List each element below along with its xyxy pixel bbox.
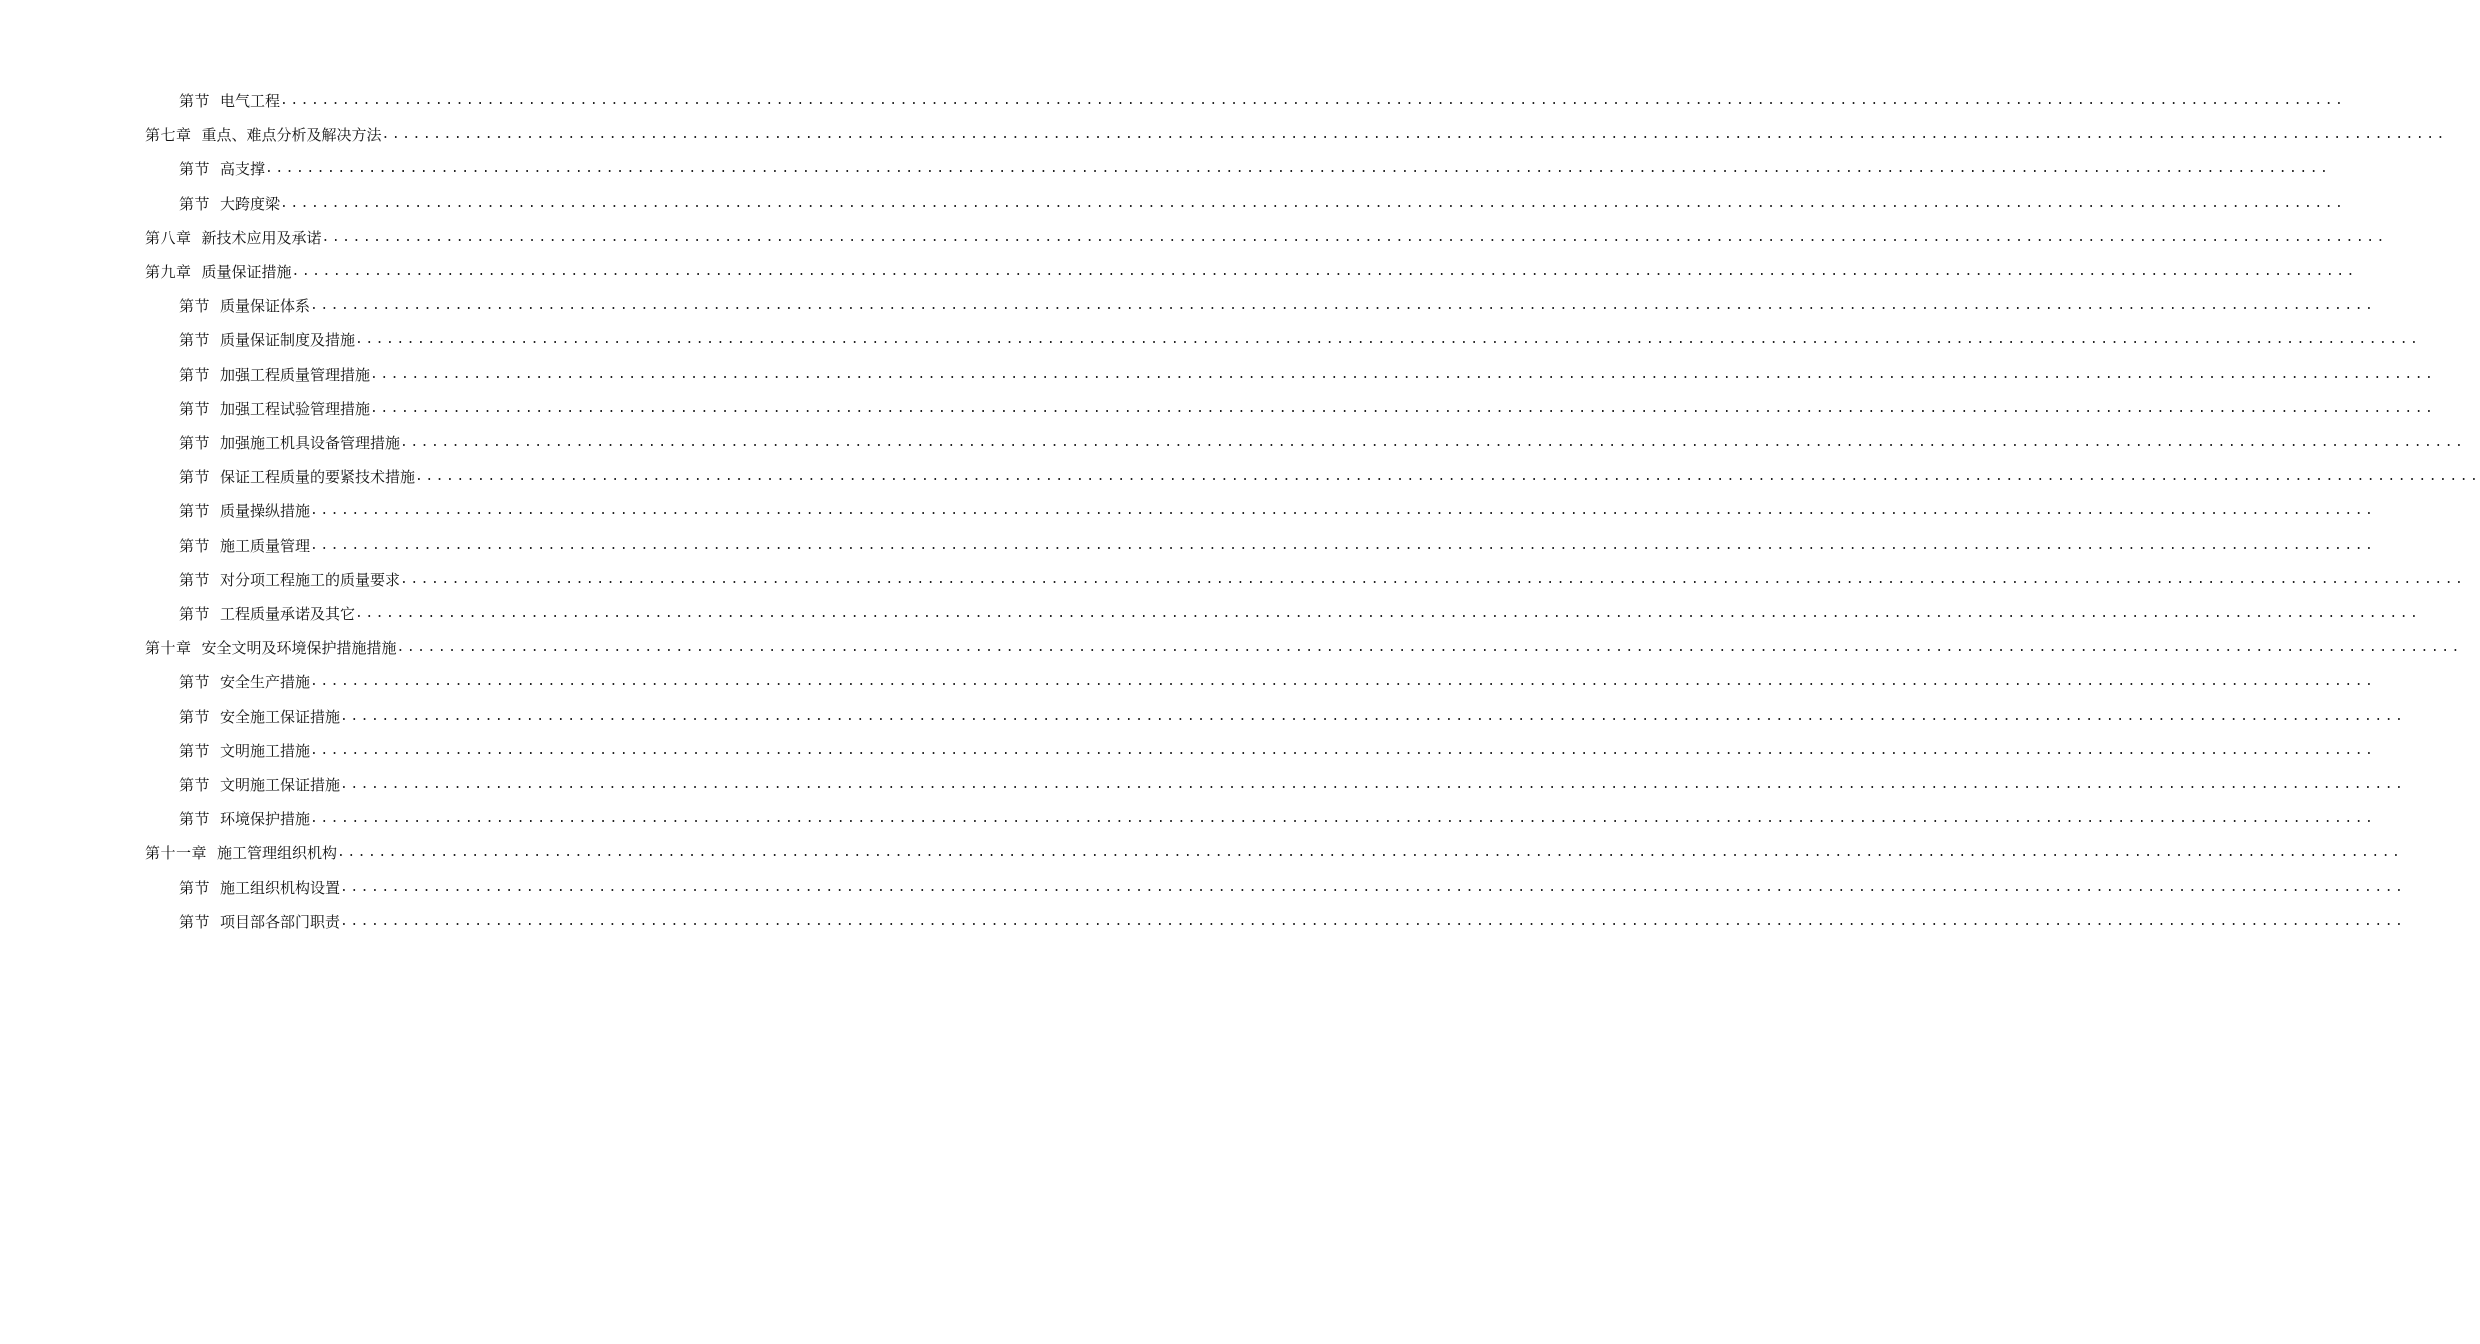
dot-leader: ........................................................................................................................................................................................................ <box>310 811 2376 827</box>
section-title: 质量保证体系 <box>220 297 311 316</box>
toc-entry-label <box>179 296 310 316</box>
toc-section-entry[interactable] <box>0 351 2436 385</box>
chapter-title: 质量保证措施 <box>201 263 292 281</box>
dot-leader: ........................................................................................................................................................................................................ <box>381 127 2447 143</box>
toc-entry-label <box>179 570 400 590</box>
section-number: 第节 <box>179 468 211 487</box>
toc-entry-label <box>179 775 340 795</box>
toc-entry-label <box>179 91 280 111</box>
toc-section-entry[interactable] <box>0 693 2406 727</box>
dot-leader: ........................................................................................................................................................................................................ <box>415 469 2480 485</box>
chapter-number: 第八章 <box>145 228 192 247</box>
toc-entry-label <box>179 536 310 556</box>
dot-leader: ........................................................................................................................................................................................................ <box>355 606 2421 621</box>
chapter-title: 安全文明及环境保护措施措施 <box>201 639 397 658</box>
dot-leader: ........................................................................................................................................................................................................ <box>310 742 2376 758</box>
toc-entry-label <box>179 365 370 385</box>
toc-entry-label <box>179 809 310 829</box>
toc-section-entry[interactable] <box>0 145 2331 179</box>
toc-entry-label <box>145 228 322 248</box>
section-title: 加强工程试验管理措施 <box>220 399 371 418</box>
section-title: 安全施工保证措施 <box>220 707 341 726</box>
section-number: 第节 <box>179 365 211 384</box>
toc-chapter-entry[interactable] <box>0 624 2462 658</box>
section-title: 安全生产措施 <box>220 673 311 692</box>
section-number: 第节 <box>179 673 211 692</box>
toc-entry-label <box>179 604 355 624</box>
dot-leader: ........................................................................................................................................................................................................ <box>310 298 2376 314</box>
section-title: 对分项工程施工的质量要求 <box>220 570 401 589</box>
toc-section-entry[interactable] <box>0 761 2406 795</box>
toc-section-entry[interactable] <box>0 487 2376 521</box>
toc-section-entry[interactable] <box>0 282 2376 316</box>
section-title: 电气工程 <box>220 92 281 110</box>
chapter-number: 第十章 <box>145 639 192 658</box>
section-title: 文明施工保证措施 <box>220 776 341 794</box>
section-number: 第节 <box>179 194 211 213</box>
toc-entry-label <box>179 433 400 453</box>
section-number: 第节 <box>179 776 211 794</box>
section-title: 工程质量承诺及其它 <box>220 605 356 623</box>
section-number: 第节 <box>179 570 211 589</box>
dot-leader: ........................................................................................................................................................................................................ <box>265 161 2331 177</box>
section-number: 第节 <box>179 399 211 418</box>
section-number: 第节 <box>179 160 211 179</box>
section-title: 加强工程质量管理措施 <box>220 365 371 384</box>
section-number: 第节 <box>179 92 211 110</box>
dot-leader: ........................................................................................................................................................................................................ <box>340 913 2406 929</box>
toc-section-entry[interactable] <box>0 590 2421 624</box>
toc-section-entry[interactable] <box>0 316 2421 350</box>
toc-section-entry[interactable] <box>0 180 2346 214</box>
toc-section-entry[interactable] <box>0 795 2376 829</box>
chapter-number: 第十一章 <box>145 844 208 863</box>
section-number: 第节 <box>179 502 211 521</box>
section-number: 第节 <box>179 297 211 316</box>
section-title: 项目部各部门职责 <box>220 912 341 931</box>
dot-leader: ........................................................................................................................................................................................................ <box>400 571 2466 587</box>
toc-section-entry[interactable] <box>0 522 2376 556</box>
section-title: 保证工程质量的要紧技术措施 <box>220 468 416 487</box>
section-number: 第节 <box>179 878 211 897</box>
toc-section-entry[interactable] <box>0 419 2466 453</box>
section-number: 第节 <box>179 912 211 931</box>
dot-leader: ........................................................................................................................................................................................................ <box>337 845 2403 861</box>
toc-section-entry[interactable] <box>0 864 2406 898</box>
dot-leader: ........................................................................................................................................................................................................ <box>310 674 2376 690</box>
toc-entry-label <box>179 467 415 487</box>
section-title: 质量操纵措施 <box>220 502 311 521</box>
toc-entry-label <box>145 843 337 863</box>
toc-entry-label <box>179 159 265 179</box>
toc-chapter-entry[interactable] <box>0 829 2403 863</box>
toc-entry-label <box>179 672 310 692</box>
toc-entry-label <box>145 262 292 282</box>
toc-section-entry[interactable] <box>0 453 2480 487</box>
toc-section-entry[interactable] <box>0 658 2376 692</box>
toc-section-entry[interactable] <box>0 385 2436 419</box>
toc-entry-label <box>145 125 382 145</box>
toc-section-entry[interactable] <box>0 727 2376 761</box>
toc-entry-label <box>145 638 397 658</box>
section-number: 第节 <box>179 810 211 829</box>
dot-leader: ........................................................................................................................................................................................................ <box>291 264 2357 279</box>
dot-leader: ........................................................................................................................................................................................................ <box>370 366 2436 382</box>
chapter-number: 第九章 <box>145 263 192 281</box>
chapter-title: 新技术应用及承诺 <box>201 228 322 247</box>
section-number: 第节 <box>179 707 211 726</box>
toc-entry-label <box>179 399 370 419</box>
section-number: 第节 <box>179 331 211 350</box>
toc-section-entry[interactable] <box>0 556 2466 590</box>
dot-leader: ........................................................................................................................................................................................................ <box>280 195 2346 211</box>
dot-leader: ........................................................................................................................................................................................................ <box>310 503 2376 519</box>
toc-entry-label <box>179 741 310 761</box>
dot-leader: ........................................................................................................................................................................................................ <box>310 537 2376 553</box>
toc-entry-label <box>179 330 355 350</box>
toc-chapter-entry[interactable] <box>0 214 2387 248</box>
section-title: 加强施工机具设备管理措施 <box>220 434 401 452</box>
toc-chapter-entry[interactable] <box>0 111 2447 145</box>
dot-leader: ........................................................................................................................................................................................................ <box>280 93 2346 108</box>
section-title: 环境保护措施 <box>220 810 311 829</box>
toc-entry-label <box>179 194 280 214</box>
section-number: 第节 <box>179 605 211 623</box>
dot-leader: ........................................................................................................................................................................................................ <box>400 435 2466 450</box>
dot-leader: ........................................................................................................................................................................................................ <box>355 332 2421 348</box>
toc-entry-label <box>179 878 340 898</box>
dot-leader: ........................................................................................................................................................................................................ <box>340 708 2406 724</box>
section-title: 施工组织机构设置 <box>220 878 341 897</box>
section-title: 施工质量管理 <box>220 536 311 555</box>
toc-section-entry[interactable] <box>0 77 2346 111</box>
section-title: 文明施工措施 <box>220 741 311 760</box>
section-title: 质量保证制度及措施 <box>220 331 356 350</box>
section-title: 高支撑 <box>220 160 266 179</box>
toc-entry-label <box>179 912 340 932</box>
dot-leader: ........................................................................................................................................................................................................ <box>340 777 2406 792</box>
toc-entry-label <box>179 501 310 521</box>
section-number: 第节 <box>179 434 211 452</box>
toc-chapter-entry[interactable] <box>0 248 2357 282</box>
toc-entry-label <box>179 707 340 727</box>
chapter-title: 施工管理组织机构 <box>217 844 338 863</box>
section-number: 第节 <box>179 741 211 760</box>
dot-leader: ........................................................................................................................................................................................................ <box>396 640 2462 656</box>
dot-leader: ........................................................................................................................................................................................................ <box>321 229 2387 245</box>
toc-section-entry[interactable] <box>0 898 2406 932</box>
section-number: 第节 <box>179 536 211 555</box>
section-title: 大跨度梁 <box>220 194 281 213</box>
dot-leader: ........................................................................................................................................................................................................ <box>340 879 2406 895</box>
chapter-title: 重点、难点分析及解决方法 <box>201 126 382 145</box>
dot-leader: ........................................................................................................................................................................................................ <box>370 400 2436 416</box>
chapter-number: 第七章 <box>145 126 192 145</box>
